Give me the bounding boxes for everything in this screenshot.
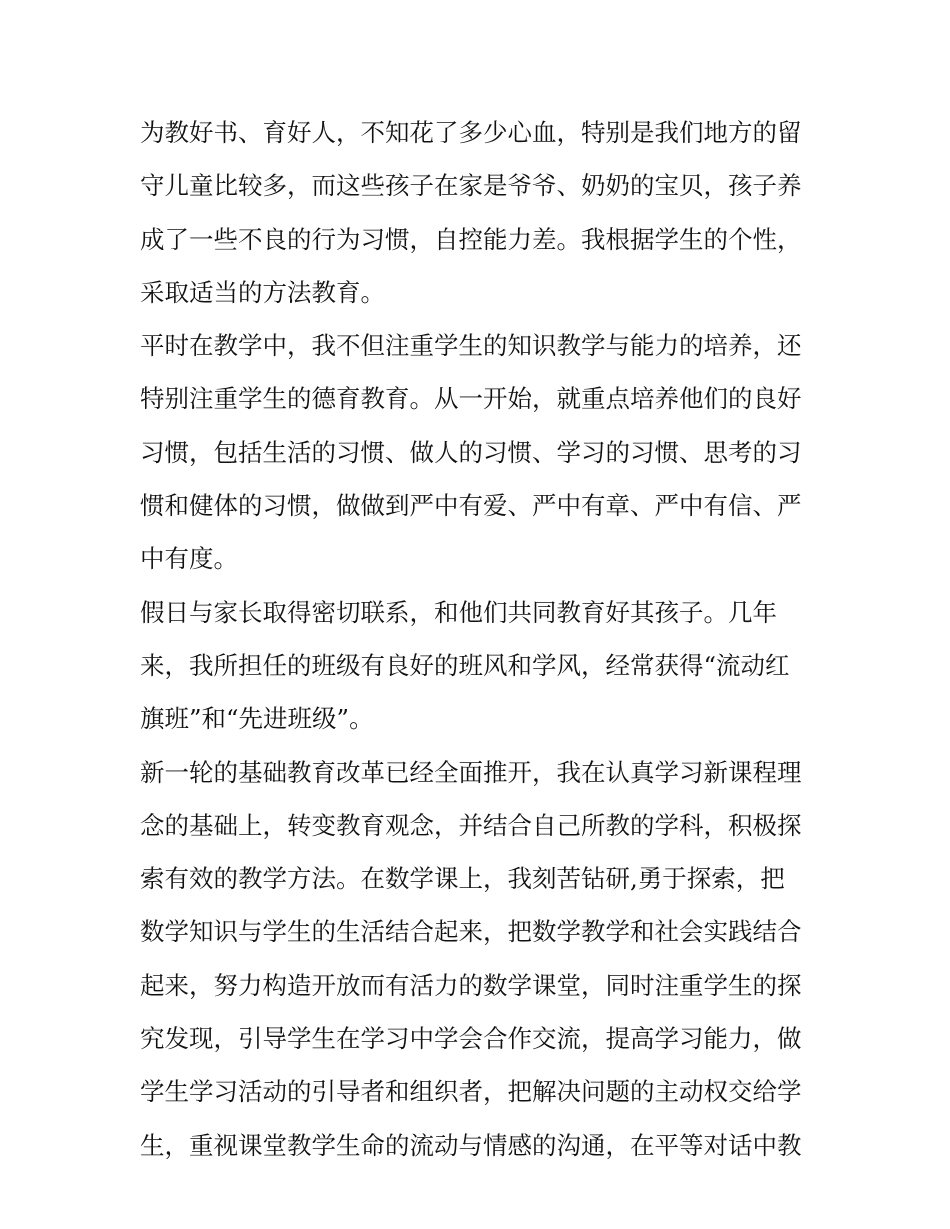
text-line: 生，重视课堂教学生命的流动与情感的沟通，在平等对话中教	[140, 1130, 802, 1160]
text-line: 来，我所担任的班级有良好的班风和学风，经常获得“流动红	[140, 650, 790, 680]
text-line: 起来，努力构造开放而有活力的数学课堂，同时注重学生的探	[140, 970, 802, 1000]
text-line: 学生学习活动的引导者和组织者，把解决问题的主动权交给学	[140, 1077, 802, 1107]
text-line: 新一轮的基础教育改革已经全面推开，我在认真学习新课程理	[140, 757, 802, 787]
text-line: 成了一些不良的行为习惯，自控能力差。我根据学生的个性，	[140, 224, 802, 254]
text-line: 采取适当的方法教育。	[140, 277, 385, 307]
text-line: 为教好书、育好人，不知花了多少心血，特别是我们地方的留	[140, 118, 802, 147]
text-line: 中有度。	[140, 544, 238, 574]
text-line: 旗班”和“先进班级”。	[140, 704, 374, 734]
text-line: 念的基础上，转变教育观念，并结合自己所教的学科，积极探	[140, 810, 802, 840]
text-line: 惯和健体的习惯，做做到严中有爱、严中有章、严中有信、严	[140, 491, 802, 521]
paragraph-3	[140, 586, 820, 746]
text-line: 特别注重学生的德育教育。从一开始，就重点培养他们的良好	[140, 384, 802, 414]
text-line: 平时在教学中，我不但注重学生的知识教学与能力的培养，还	[140, 331, 802, 361]
paragraph-1	[140, 106, 820, 319]
text-line: 究发现，引导学生在学习中学会合作交流，提高学习能力，做	[140, 1024, 802, 1054]
text-line: 假日与家长取得密切联系，和他们共同教育好其孩子。几年	[140, 597, 777, 627]
document-body	[140, 106, 820, 1172]
text-line: 守儿童比较多，而这些孩子在家是爷爷、奶奶的宝贝，孩子养	[140, 171, 802, 201]
text-line: 索有效的教学方法。在数学课上，我刻苦钻研,勇于探索，把	[140, 864, 785, 894]
paragraph-2	[140, 319, 820, 585]
text-line: 习惯，包括生活的习惯、做人的习惯、学习的习惯、思考的习	[140, 437, 802, 467]
paragraph-4	[140, 746, 820, 1172]
text-line: 数学知识与学生的生活结合起来，把数学教学和社会实践结合	[140, 917, 802, 947]
